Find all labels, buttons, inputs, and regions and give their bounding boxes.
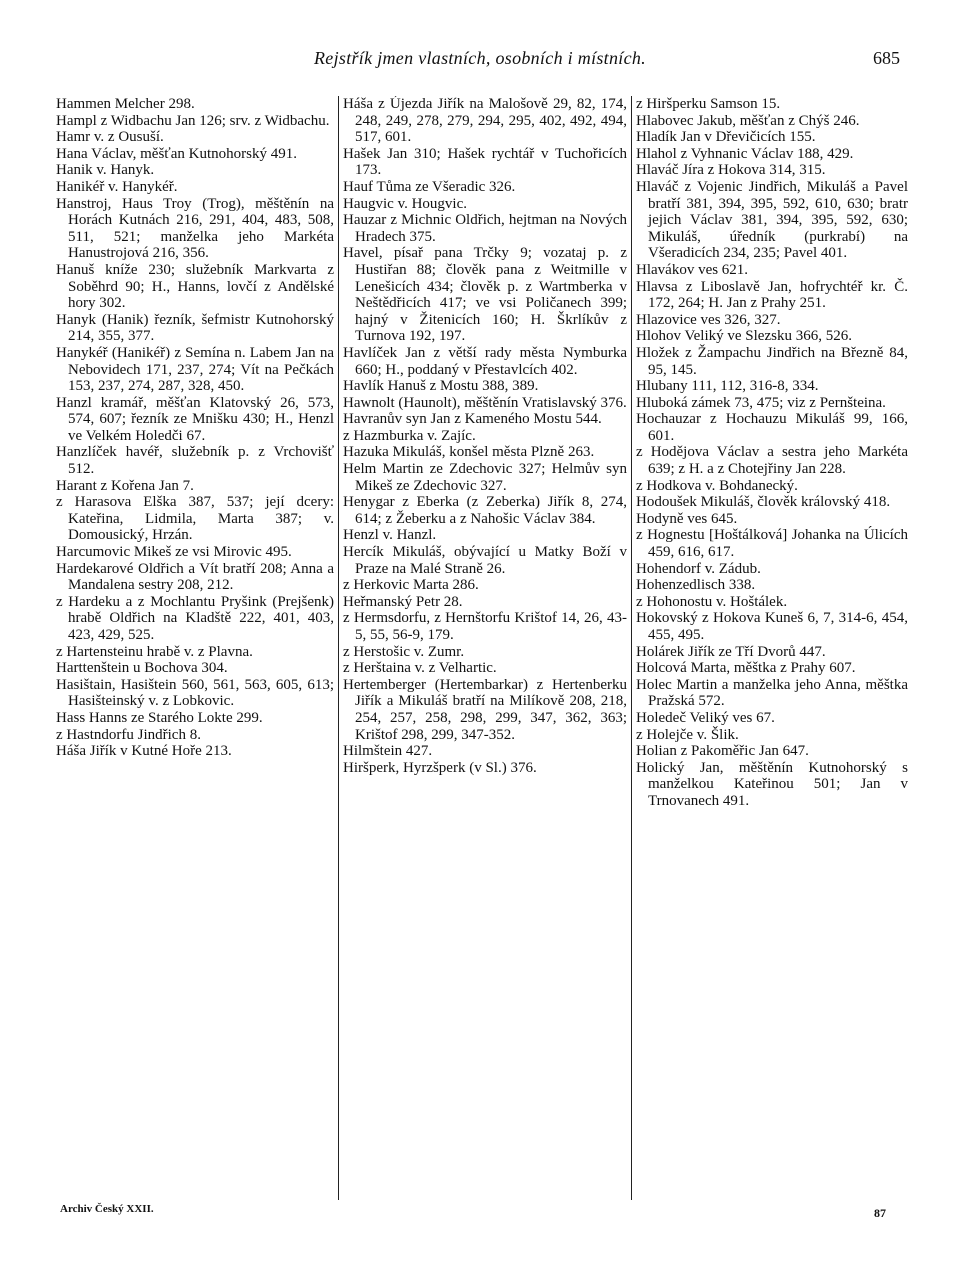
index-entry: Hercík Mikuláš, obývající u Matky Boží v Praze na Malé Straně 26. xyxy=(343,544,627,577)
index-entry: Henzl v. Hanzl. xyxy=(343,527,437,544)
index-entry: Hampl z Widbachu Jan 126; srv. z Widbachu. xyxy=(56,112,330,129)
index-entry: Harttenštein u Bochova 304. xyxy=(56,660,228,677)
index-entry: z Herkovic Marta 286. xyxy=(343,577,479,594)
index-entry: z Hiršperku Samson 15. xyxy=(636,96,781,112)
index-entry: Heřmanský Petr 28. xyxy=(343,593,463,610)
index-entry: Hauf Tůma ze Všeradic 326. xyxy=(343,178,516,195)
index-entry: Hluboká zámek 73, 475; viz z Pernšteina. xyxy=(636,394,886,411)
index-column-1 xyxy=(56,96,334,1202)
index-entry: Hodyně ves 645. xyxy=(636,510,738,527)
index-entry: Henygar z Eberka (z Zeberka) Jiřík 8, 274, 614; z Žeberku a z Nahošic Václav 384. xyxy=(343,494,627,527)
index-entry: Hodoušek Mikuláš, člověk královský 418. xyxy=(636,494,891,511)
index-entry: Hlaváč z Vojenic Jindřich, Mikuláš a Pavel bratří 381, 394, 395, 592, 610, 630; bratr jejich Václav 381, 394, 395, 592, 630; Mikuláš, úředník (purkrabí) na Všeradicích 234, 235; Pavel 401. xyxy=(636,178,908,262)
index-entry: Hlavsa z Liboslavě Jan, hofrychtéř kr. Č. 172, 264; H. Jan z Prahy 251. xyxy=(636,278,908,312)
index-entry: Hanikéř v. Hanykéř. xyxy=(56,178,178,195)
index-entry: z Hognestu [Hoštálková] Johanka na Úlicích 459, 616, 617. xyxy=(636,527,908,561)
index-entry: Háša Jiřík v Kutné Hoře 213. xyxy=(56,743,232,760)
index-entry: Hanzl kramář, měšťan Klatovský 26, 573, 574, 607; řezník ze Mnišku 430; H., Henzl ve Velkém Holedči 67. xyxy=(56,394,334,444)
index-entry: Hammen Melcher 298. xyxy=(56,96,195,112)
sheet-number: 87 xyxy=(874,1206,886,1220)
index-entry: Havlík Hanuš z Mostu 388, 389. xyxy=(343,378,539,395)
index-entry: Hohenzedlisch 338. xyxy=(636,577,756,594)
index-entry: Hlavákov ves 621. xyxy=(636,261,749,278)
index-entry: Holický Jan, měštěnín Kutnohorský s manželkou Kateřinou 501; Jan v Trnovanech 491. xyxy=(636,759,908,809)
index-entry: Hauzar z Michnic Oldřich, hejtman na Nových Hradech 375. xyxy=(343,212,627,245)
index-entry: Hiršperk, Hyrzšperk (v Sl.) 376. xyxy=(343,759,537,776)
index-entry: Hazuka Mikuláš, konšel města Plzně 263. xyxy=(343,444,595,461)
column-divider xyxy=(338,96,339,1200)
index-entry: Harcumovic Mikeš ze vsi Mirovic 495. xyxy=(56,544,292,561)
running-title: Rejstřík jmen vlastních, osobních i místních. xyxy=(314,48,646,68)
index-entry: z Herštaina v. z Velhartic. xyxy=(343,660,497,677)
index-entry: Hanykéř (Hanikéř) z Semína n. Labem Jan na Nebovidech 171, 237, 274; Vít na Pečkách 153, 237, 274, 287, 328, 450. xyxy=(56,344,334,395)
index-entry: Hawnolt (Haunolt), měštěnín Vratislavský 376. xyxy=(343,394,627,411)
index-entry: z Holejče v. Šlik. xyxy=(636,726,739,743)
index-entry: Holedeč Veliký ves 67. xyxy=(636,709,775,726)
index-entry: Hanik v. Hanyk. xyxy=(56,162,155,179)
index-entry: z Hardeku a z Mochlantu Pryšink (Prejšenk) hrabě Oldřich na Kladště 222, 401, 403, 423, 429, 525. xyxy=(56,593,334,643)
index-entry: Hanstroj, Haus Troy (Trog), měštěnín na Horách Kutnách 216, 291, 404, 483, 508, 511, 521; manželka jeho Markéta Hanustrojová 216, 356. xyxy=(56,195,334,262)
index-entry: Hlohov Veliký ve Slezsku 366, 526. xyxy=(636,328,852,345)
index-entry: Hlazovice ves 326, 327. xyxy=(636,311,781,328)
index-entry: Hlahol z Vyhnanic Václav 188, 429. xyxy=(636,145,854,162)
index-entry: Hasištain, Hasištein 560, 561, 563, 605, 613; Hasišteinský v. z Lobkovic. xyxy=(56,676,334,710)
index-entry: Helm Martin ze Zdechovic 327; Helmův syn Mikeš ze Zdechovic 327. xyxy=(343,461,627,494)
page-header xyxy=(60,48,900,74)
index-entry: Hanuš kníže 230; služebník Markvarta z Soběhrd 90; H., Hanns, lovčí z Andělské hory 302. xyxy=(56,261,334,312)
index-entry: z Hodějova Václav a sestra jeho Markéta 639; z H. a z Chotejřiny Jan 228. xyxy=(636,444,908,478)
index-entry: Hladík Jan v Dřevičicích 155. xyxy=(636,129,816,146)
index-entry: z Hartensteinu hrabě v. z Plavna. xyxy=(56,643,253,660)
index-entry: z Hodkova v. Bohdanecký. xyxy=(636,477,798,494)
index-column-3 xyxy=(636,96,908,1202)
index-entry: z Hastndorfu Jindřich 8. xyxy=(56,726,201,743)
index-entry: Harant z Kořena Jan 7. xyxy=(56,477,194,494)
index-entry: Holcová Marta, měštka z Prahy 607. xyxy=(636,660,856,677)
index-entry: Hardekarové Oldřich a Vít bratří 208; Anna a Mandalena sestry 208, 212. xyxy=(56,560,334,594)
signature-mark: Archiv Český XXII. xyxy=(60,1203,154,1215)
index-entry: Hanzlíček havéř, služebník p. z Vrchovišť 512. xyxy=(56,444,334,478)
index-entry: Hohendorf v. Zádub. xyxy=(636,560,761,577)
index-entry: z Hohonostu v. Hoštálek. xyxy=(636,593,788,610)
index-entry: Havel, písař pana Trčky 9; vozataj p. z Hustiřan 88; člověk pana z Weitmille v Lenešicích 434; člověk p. z Wartmberka v Neštědřicích 417; ve vsi Poličanech 399; hajný v Žitenicích 160; H. Škrlíkův z Turnova 192, 197. xyxy=(343,245,627,345)
index-entry: Holian z Pakoměřic Jan 647. xyxy=(636,743,809,760)
index-entry: Hochauzar z Hochauzu Mikuláš 99, 166, 601. xyxy=(636,411,908,444)
index-entry: Hilmštein 427. xyxy=(343,743,433,760)
index-entry: Hlaváč Jíra z Hokova 314, 315. xyxy=(636,162,826,179)
index-entry: z Hermsdorfu, z Hernštorfu Krištof 14, 26, 43-5, 55, 56-9, 179. xyxy=(343,610,627,643)
index-entry: Hlubany 111, 112, 316-8, 334. xyxy=(636,378,819,395)
index-entry: Hlabovec Jakub, měšťan z Chýš 246. xyxy=(636,112,860,129)
index-entry: Holec Martin a manželka jeho Anna, měštka Pražská 572. xyxy=(636,676,908,710)
index-entry: Hokovský z Hokova Kuneš 6, 7, 314-6, 454, 455, 495. xyxy=(636,610,908,643)
index-entry: Holárek Jiřík ze Tří Dvorů 447. xyxy=(636,643,826,660)
index-columns xyxy=(56,96,908,1202)
index-entry: Hašek Jan 310; Hašek rychtář v Tuchořicích 173. xyxy=(343,145,627,179)
index-entry: z Hazmburka v. Zajíc. xyxy=(343,427,476,444)
index-entry: Hertemberger (Hertembarkar) z Hertenberku Jiřík a Mikuláš bratří na Milíkově 208, 218, 254, 257, 258, 298, 299, 347, 362, 363; Krištof 298, 299, 347-352. xyxy=(343,676,627,743)
index-entry: Haugvic v. Hougvic. xyxy=(343,195,467,212)
index-entry: Havlíček Jan z větší rady města Nymburka 660; H., poddaný v Přestavlcích 402. xyxy=(343,344,627,378)
column-divider xyxy=(631,96,632,1200)
index-entry: Háša z Újezda Jiřík na Malošově 29, 82, 174, 248, 249, 278, 279, 294, 295, 402, 492, 494, 517, 601. xyxy=(343,96,627,146)
index-column-2 xyxy=(343,96,627,1202)
index-entry: Hana Václav, měšťan Kutnohorský 491. xyxy=(56,145,297,162)
index-entry: Hamr v. z Ousuší. xyxy=(56,129,164,146)
index-entry: Havranův syn Jan z Kameného Mostu 544. xyxy=(343,411,602,428)
index-entry: Hanyk (Hanik) řezník, šefmistr Kutnohorský 214, 355, 377. xyxy=(56,311,334,345)
index-entry: Hložek z Žampachu Jindřich na Březně 84, 95, 145. xyxy=(636,344,908,378)
index-entry: Hass Hanns ze Starého Lokte 299. xyxy=(56,709,263,726)
index-entry: z Herstošic v. Zumr. xyxy=(343,643,465,660)
index-entry: z Harasova Elška 387, 537; její dcery: Kateřina, Lidmila, Marta 387; v. Domousický, Hrzán. xyxy=(56,494,334,544)
page-number: 685 xyxy=(873,48,900,68)
